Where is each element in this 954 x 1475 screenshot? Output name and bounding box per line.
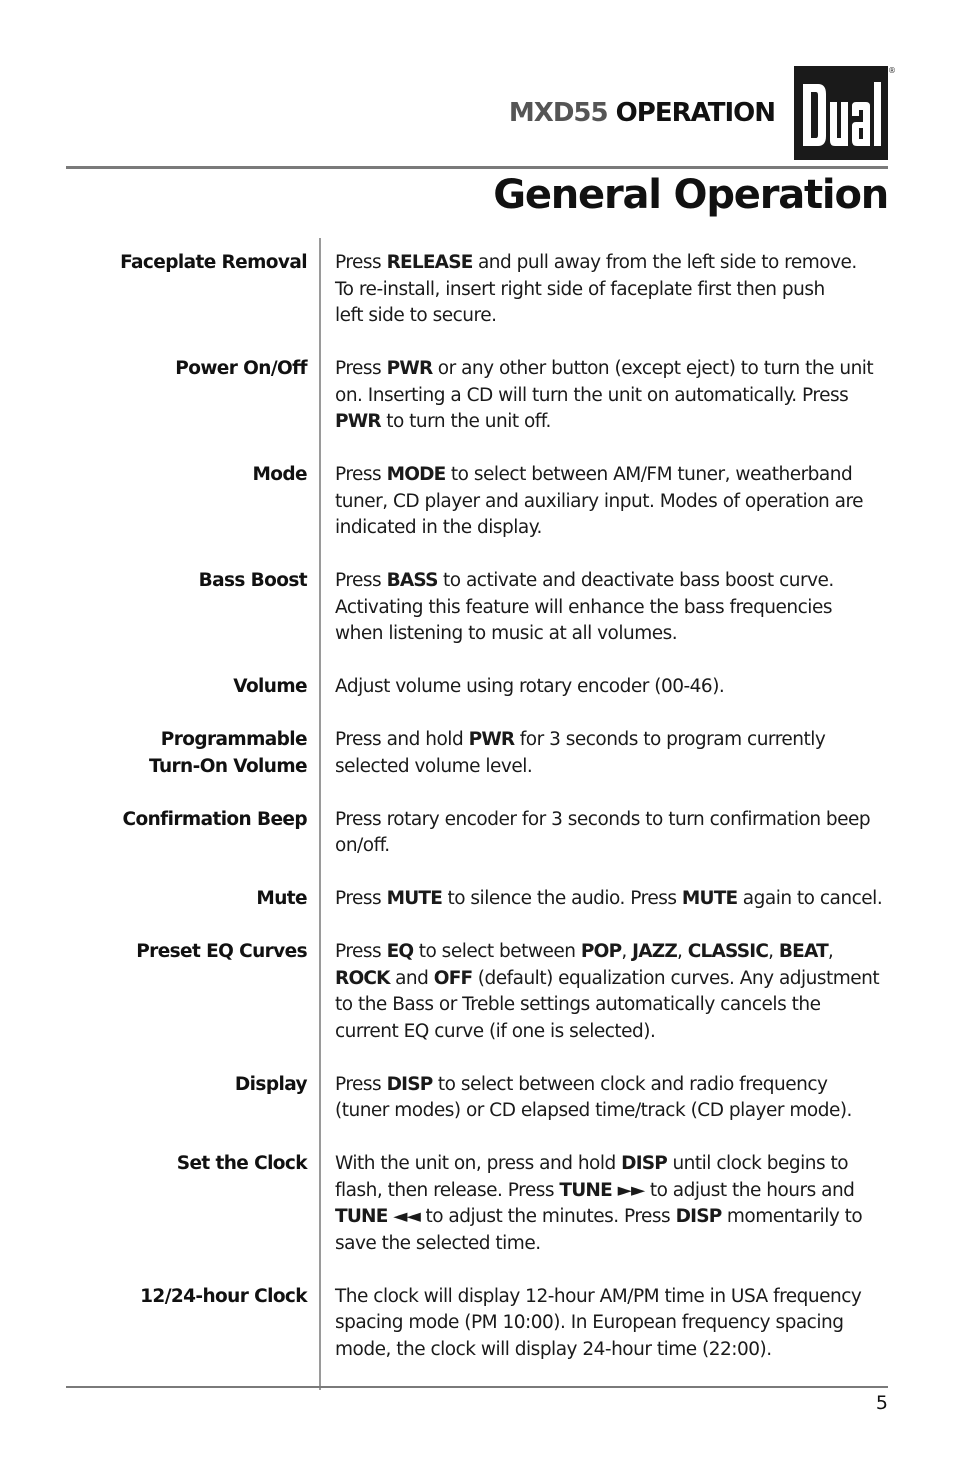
entry-description [335,674,901,701]
description-text: again to cancel. [737,888,883,909]
description-text: Press [335,1073,387,1095]
operation-entry [0,1151,954,1257]
description-line [335,250,901,277]
entry-term [0,727,307,780]
description-text: , [676,941,688,962]
button-name: BASS [386,570,438,591]
entry-term [0,886,307,913]
description-line [335,595,901,622]
button-name: TUNE ◄◄ [335,1206,421,1227]
term-line: 12/24-hour Clock [140,1285,307,1307]
operation-list [0,250,954,1390]
description-text: when listening to music at all volumes. [335,623,678,644]
description-text: Press [335,570,387,591]
description-text: indicated in the display. [335,517,542,538]
dual-logo [794,66,888,160]
description-text: or any other button (except eject) to turn the unit [432,358,874,379]
description-line [335,1098,901,1125]
entry-term [0,939,307,1045]
description-line [335,383,901,410]
description-text: to select between [413,941,581,962]
operation-entry [0,674,954,701]
entry-term [0,1284,307,1364]
operation-entry [0,727,954,780]
entry-description [335,727,901,780]
description-text: Press [335,252,387,273]
description-line [335,1284,901,1311]
entry-description [335,939,901,1045]
button-name: DISP [621,1153,668,1174]
description-text: To re-install, insert right side of faceplate first then push [335,278,825,300]
description-text: Activating this feature will enhance the bass frequencies [335,596,832,618]
header-section-title [470,98,775,128]
description-text: Press [335,941,387,962]
description-line [335,303,901,330]
description-line [335,1072,901,1099]
description-line [335,356,901,383]
description-text: current EQ curve (if one is selected). [335,1020,656,1042]
button-name: RELEASE [386,252,473,273]
button-name: JAZZ [632,941,677,962]
header-divider [66,166,888,169]
operation-entry [0,939,954,1045]
button-name: EQ [386,941,414,962]
description-text: and pull away from the left side to remove. [472,252,857,273]
description-line [335,277,901,304]
description-text: to select between AM/FM tuner, weatherband [445,464,853,485]
entry-description [335,462,901,542]
description-text: With the unit on, press and hold [335,1153,622,1174]
description-text: to the Bass or Treble settings automatically cancels the [335,994,821,1015]
description-line [335,807,901,834]
entry-term [0,568,307,648]
term-line: Set the Clock [176,1153,307,1174]
section-name: OPERATION [615,98,775,128]
description-line [335,1337,901,1364]
description-text: Press and hold [335,729,469,750]
term-line: Mute [256,888,307,909]
entry-description [335,250,901,330]
description-text: to adjust the hours and [644,1179,855,1201]
description-text: on. Inserting a CD will turn the unit on automatically. Press [335,384,849,406]
entry-description [335,1072,901,1125]
description-line [335,939,901,966]
button-name: ROCK [335,967,390,989]
term-line: Mode [252,464,307,485]
operation-entry [0,462,954,542]
term-line: Volume [233,676,307,697]
term-line: Power On/Off [175,358,307,379]
model-name: MXD55 [508,98,608,128]
button-name: PWR [386,358,433,379]
button-name: MUTE [681,888,738,909]
operation-entry [0,1072,954,1125]
description-line [335,992,901,1019]
description-line [335,754,901,781]
description-text: tuner, CD player and auxiliary input. Modes of operation are [335,490,864,512]
description-line [335,727,901,754]
page-title: General Operation [493,172,888,218]
description-text: , [768,941,779,962]
description-text: until clock begins to [667,1153,849,1174]
entry-term [0,356,307,436]
button-name: MODE [386,464,446,485]
entry-description [335,1284,901,1364]
dual-logo-mark [794,66,888,160]
button-name: MUTE [386,888,443,909]
description-text: selected volume level. [335,755,533,777]
description-text: and [389,967,434,989]
button-name: PWR [468,729,515,750]
entry-term [0,674,307,701]
description-text: left side to secure. [335,305,497,326]
button-name: PWR [335,411,381,432]
button-name: OFF [433,967,473,989]
description-text: spacing mode (PM 10:00). In European frequency spacing [335,1312,844,1333]
entry-term [0,462,307,542]
description-text: Press [335,464,387,485]
entry-term [0,1151,307,1257]
description-text: The clock will display 12-hour AM/PM time in USA frequency [335,1285,862,1307]
description-text: to adjust the minutes. Press [420,1206,676,1227]
description-line [335,1310,901,1337]
operation-entry [0,807,954,860]
operation-entry [0,886,954,913]
operation-entry [0,356,954,436]
description-line [335,489,901,516]
description-text: Press [335,358,387,379]
operation-entry [0,568,954,648]
description-text: , [827,941,834,962]
footer-divider [66,1386,888,1388]
description-text: mode, the clock will display 24-hour time (22:00). [335,1338,772,1360]
operation-entry [0,250,954,330]
description-text: on/off. [335,835,390,856]
description-line [335,409,901,436]
entry-description [335,356,901,436]
description-line [335,1231,901,1258]
registered-mark: ® [888,66,896,75]
term-line: Display [234,1073,307,1095]
description-line [335,1204,901,1231]
entry-description [335,1151,901,1257]
description-text: , [621,941,633,962]
page-number: 5 [875,1392,888,1414]
description-line [335,515,901,542]
description-text: to turn the unit off. [380,411,551,432]
term-line: Preset EQ Curves [136,941,307,962]
description-line [335,1151,901,1178]
description-text: flash, then release. Press [335,1179,560,1201]
description-line [335,568,901,595]
description-line [335,966,901,993]
description-text: save the selected time. [335,1232,541,1254]
description-text: (tuner modes) or CD elapsed time/track (CD player mode). [335,1100,852,1121]
entry-term [0,807,307,860]
entry-term [0,250,307,330]
entry-description [335,568,901,648]
description-line [335,886,901,913]
description-text: for 3 seconds to program currently [514,729,826,750]
description-line [335,1178,901,1205]
term-line: Confirmation Beep [122,808,307,830]
entry-description [335,807,901,860]
term-line: Programmable [160,729,307,750]
description-text: (default) equalization curves. Any adjustment [472,967,880,989]
entry-term [0,1072,307,1125]
description-text: Adjust volume using rotary encoder (00-46). [335,676,725,697]
button-name: DISP [675,1206,722,1227]
description-line [335,621,901,648]
operation-entry [0,1284,954,1364]
button-name: CLASSIC [687,941,769,962]
description-line [335,833,901,860]
button-name: TUNE ►► [559,1179,645,1201]
button-name: POP [580,941,622,962]
entry-description [335,886,901,913]
term-line: Faceplate Removal [120,252,307,273]
description-line [335,674,901,701]
description-text: momentarily to [721,1206,863,1227]
description-line [335,1019,901,1046]
description-text: Press [335,888,387,909]
description-text: to select between clock and radio frequency [432,1073,828,1095]
description-line [335,462,901,489]
description-text: to activate and deactivate bass boost curve. [437,570,834,591]
button-name: BEAT [778,941,828,962]
term-line: Turn-On Volume [148,755,307,777]
description-text: to silence the audio. Press [442,888,682,909]
description-text: Press rotary encoder for 3 seconds to turn confirmation beep [335,808,871,830]
button-name: DISP [386,1073,433,1095]
term-line: Bass Boost [198,570,307,591]
